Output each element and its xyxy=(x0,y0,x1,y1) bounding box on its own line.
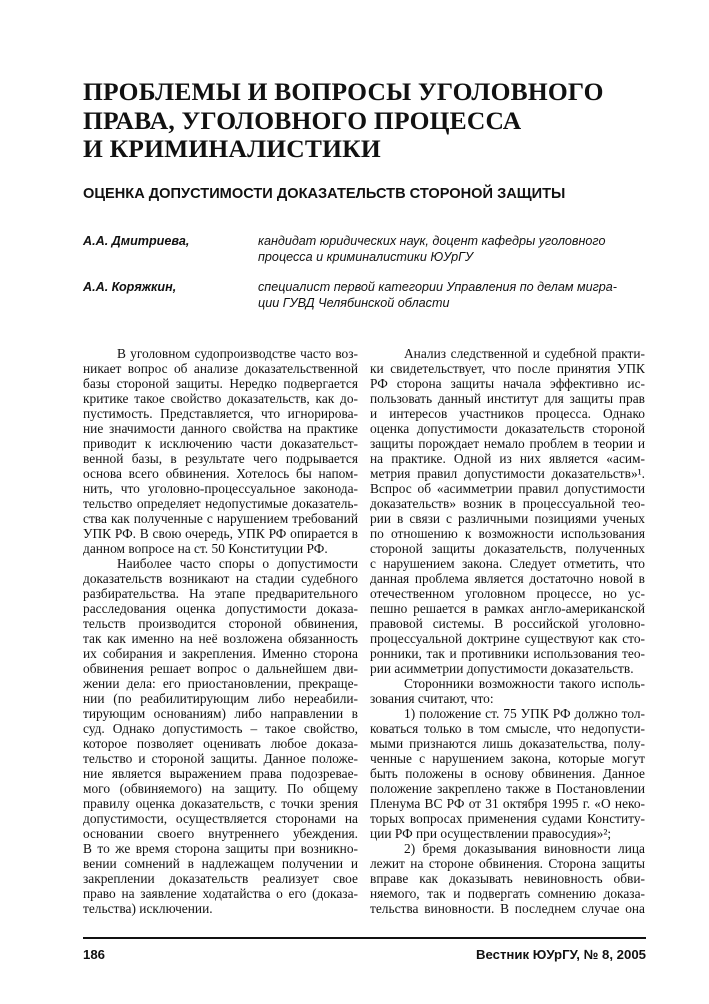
text-line: их собирания и закрепления. Именно сторона xyxy=(83,646,358,661)
text-line: ние значимости данного свойства на практике xyxy=(83,421,358,436)
text-line: ки свидетельствует, что после принятия УПК xyxy=(370,361,645,376)
affiliation-line: ции ГУВД Челябинской области xyxy=(258,296,450,310)
text-line: которое позволяет оценивать любое доказа- xyxy=(83,736,358,751)
text-line: право на заявление ходатайства о его (доказа- xyxy=(83,886,358,901)
text-line: РФ сторона защиты начала эффективно ис- xyxy=(370,376,645,391)
left-column xyxy=(83,346,358,916)
text-line: правилу оценка доказательств, с точки зрения xyxy=(83,796,358,811)
text-line: 1) положение ст. 75 УПК РФ должно тол- xyxy=(404,706,645,721)
section-title-line: И КРИМИНАЛИСТИКИ xyxy=(83,134,381,163)
text-line: тельство определяет недопустимые доказатель- xyxy=(83,496,358,511)
affiliation-line: специалист первой категории Управления по делам мигра- xyxy=(258,280,618,294)
text-line: Наиболее часто споры о допустимости xyxy=(117,556,358,571)
text-line: тельства) исключении. xyxy=(83,901,213,916)
text-line: няемого, так и подвергать сомнению доказа- xyxy=(370,886,645,901)
text-line: пешно решается в рамках англо-американской xyxy=(370,601,645,616)
text-line: нии (по реабилитирующим либо нереабили- xyxy=(83,691,358,706)
text-line: пользовать данный институт для защиты прав xyxy=(370,391,645,406)
text-line: так как именно на неё возложена обязанность xyxy=(83,631,358,646)
text-line: ции РФ при осуществлении правосудия»²; xyxy=(370,826,612,841)
text-line: отечественном уголовном процессе, но ус- xyxy=(370,586,645,601)
text-line: тирующим основаниям) либо направлении в xyxy=(83,706,358,721)
text-line: основа всего обвинения. Хотелось бы напом- xyxy=(83,466,358,481)
text-line: критике такое свойство доказательств, как до- xyxy=(83,391,358,406)
text-line: основании своего внутреннего убеждения. xyxy=(83,826,358,841)
text-line: 2) бремя доказывания виновности лица xyxy=(404,841,645,856)
text-line: расследования оценка допустимости доказа- xyxy=(83,601,358,616)
text-line: метрия правил допустимости доказательств»¹. xyxy=(370,466,645,481)
text-line: приводит к исключению части доказательст- xyxy=(83,436,358,451)
text-line: никает вопрос об анализе доказательственной xyxy=(83,361,358,376)
text-line: на практике. Одной из них является «асим- xyxy=(370,451,645,466)
text-line: оценка допустимости доказательств стороной xyxy=(370,421,645,436)
text-line: данная проблема является достаточно новой в xyxy=(370,571,645,586)
page-number: 186 xyxy=(83,947,106,962)
text-line: по отношению к возможности использования xyxy=(370,526,645,541)
text-line: Пленума ВС РФ от 31 октября 1995 г. «О неко- xyxy=(370,796,645,811)
text-line: зования считают, что: xyxy=(370,691,494,706)
article-title: ОЦЕНКА ДОПУСТИМОСТИ ДОКАЗАТЕЛЬСТВ СТОРОНОЙ ЗАЩИТЫ xyxy=(83,186,566,202)
section-title-line: ПРОБЛЕМЫ И ВОПРОСЫ УГОЛОВНОГО xyxy=(83,77,604,106)
text-line: положение закреплено также в Постановлении xyxy=(370,781,645,796)
text-line: лежит на стороне обвинения. Сторона защиты xyxy=(370,856,645,871)
text-line: быть положены в основу обвинения. Данное xyxy=(370,766,645,781)
text-line: торых вопросах применения судами Конститу- xyxy=(370,811,645,826)
text-line: УПК РФ. В свою очередь, УПК РФ опирается в xyxy=(83,526,358,541)
text-line: жении дела: его приостановлении, прекраще- xyxy=(83,676,358,691)
text-line: ченные с нарушением закона, которые могут xyxy=(370,751,645,766)
affiliation-line: процесса и криминалистики ЮУрГУ xyxy=(258,250,474,264)
text-line: венной базы, в результате чего подрывается xyxy=(83,451,358,466)
text-line: ства как полученные с нарушением требований xyxy=(83,511,358,526)
text-line: тельства виновности. В последнем случае она xyxy=(370,901,645,916)
text-line: с нарушением закона. Следует отметить, что xyxy=(370,556,645,571)
text-line: обвинения решает вопрос о дальнейшем дви- xyxy=(83,661,358,676)
text-line: вении сомнений в надлежащем получении и xyxy=(83,856,358,871)
text-line: В уголовном судопроизводстве часто воз- xyxy=(117,346,358,361)
text-line: нить, что уголовно-процессуальное законода- xyxy=(83,481,358,496)
author-name: А.А. Коряжкин, xyxy=(83,280,177,294)
author-affiliation xyxy=(258,233,648,265)
text-line: тельств производится стороной обвинения, xyxy=(83,616,358,631)
text-line: разбирательства. На этапе предварительного xyxy=(83,586,358,601)
text-line: базы стороной защиты. Нередко подвергается xyxy=(83,376,358,391)
text-line: доказательств возникают на стадии судебного xyxy=(83,571,358,586)
text-line: мыми признаются лишь доказательства, полу- xyxy=(370,736,645,751)
text-line: пустимость. Представляется, что игнорирова- xyxy=(83,406,358,421)
section-title xyxy=(83,78,604,164)
text-line: мого (обвиняемого) на защиту. По общему xyxy=(83,781,358,796)
text-line: ние является выражением права подозревае- xyxy=(83,766,358,781)
journal-name: Вестник ЮУрГУ, № 8, 2005 xyxy=(475,947,646,962)
footer-rule xyxy=(83,937,646,939)
text-line: суд. Однако допустимость – такое свойство, xyxy=(83,721,358,736)
author-name: А.А. Дмитриева, xyxy=(83,234,190,248)
text-line: доказательств» возник в процессуальной тео- xyxy=(370,496,645,511)
text-line: Сторонники возможности такого исполь- xyxy=(404,676,645,691)
text-line: ронники, так и противники использования тео- xyxy=(370,646,645,661)
text-line: закреплении доказательств реализует свое xyxy=(83,871,358,886)
text-line: коваться только в том смысле, что недопусти- xyxy=(370,721,645,736)
text-line: вправе как доказывать невиновность обви- xyxy=(370,871,645,886)
text-line: защиты порождает немало проблем в теории и xyxy=(370,436,645,451)
author-affiliation xyxy=(258,279,648,311)
text-line: правовой системы. В российской уголовно- xyxy=(370,616,645,631)
affiliation-line: кандидат юридических наук, доцент кафедры уголовного xyxy=(258,234,606,248)
text-line: Анализ следственной и судебной практи- xyxy=(404,346,645,361)
text-line: рии асимметрии допустимости доказательств. xyxy=(370,661,634,676)
text-line: и интересов участников процесса. Однако xyxy=(370,406,645,421)
text-line: стороной защиты доказательств, полученных xyxy=(370,541,645,556)
text-line: В то же время сторона защиты при возникно- xyxy=(83,841,358,856)
text-line: рии в связи с различными позициями ученых xyxy=(370,511,645,526)
section-title-line: ПРАВА, УГОЛОВНОГО ПРОЦЕССА xyxy=(83,105,522,135)
text-line: процессуальной доктрине существуют как сто- xyxy=(370,631,645,646)
text-line: тельство и стороной защиты. Данное положе- xyxy=(83,751,358,766)
text-line: данном вопросе на ст. 50 Конституции РФ. xyxy=(83,541,328,556)
text-line: Вспрос об «асимметрии правил допустимости xyxy=(370,481,645,496)
text-line: допустимости, осуществляется сторонами на xyxy=(83,811,358,826)
right-column xyxy=(370,346,645,916)
